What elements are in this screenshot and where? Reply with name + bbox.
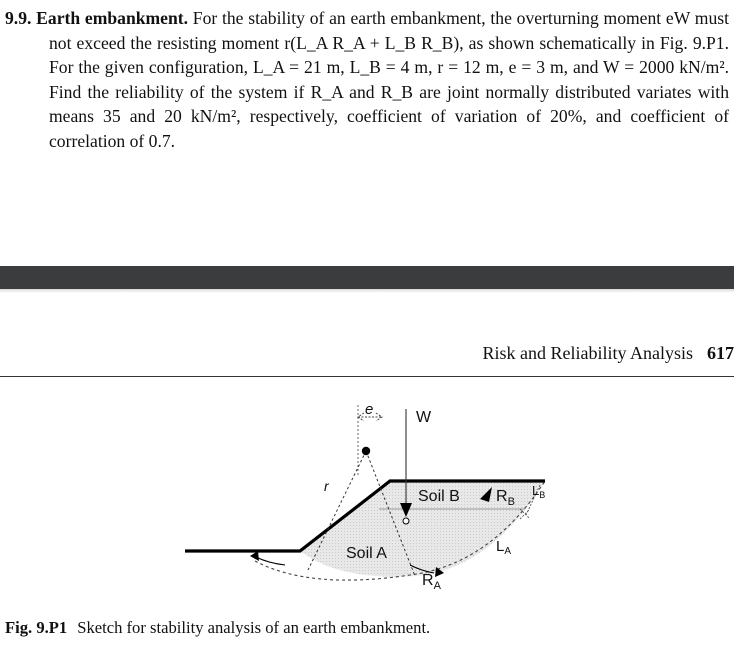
embankment-sketch [160,395,600,595]
page-number: 617 [707,343,734,363]
figure-caption-text: Sketch for stability analysis of an earth embankment. [77,618,431,637]
problem-title: Earth embankment. [36,8,189,28]
L_B-symbol: L [532,483,540,498]
weight-point [403,518,409,524]
R_A-subscript: A [433,580,441,592]
problem-text: For the stability of an earth embankment, the overturning moment eW must not exceed the resisting moment r(L_A R_A + L_B R_B), as shown schematically in Fig. 9.P1. For the given configuration, L_A = 21 m, L_B = 4 m, r = 12 m, e = 3 m, and W = 2000 kN/m². Find the reliability of the system if R_A and R_B are joint normally distributed variates with means 35 and 20 kN/m², respectively, coefficient of variation of 20%, and coefficient of correlation of 0.7. [49,8,729,151]
R_B-symbol: R [496,488,508,505]
R_A-symbol: R [422,572,434,589]
R_B-subscript: B [507,496,515,508]
embankment-figure [160,395,600,595]
L_A-subscript: A [504,546,512,557]
e-label: e [365,401,374,418]
problem-number: 9.9. [5,8,32,28]
L_A-label [496,538,511,557]
figure-caption-label: Fig. 9.P1 [5,618,68,637]
page-break-band [0,266,734,289]
L_A-symbol: L [496,538,505,555]
L_B-label [532,483,545,500]
soil-a-label: Soil A [346,545,387,562]
running-head-title: Risk and Reliability Analysis [482,343,693,363]
rotation-center [362,447,370,455]
header-rule [0,376,734,377]
L_B-subscript: B [539,490,546,500]
figure-caption [5,618,430,638]
page-break-shadow [0,289,734,293]
soil-b-label: Soil B [418,488,460,505]
r-label: r [324,478,329,494]
problem-statement [5,6,729,154]
running-head [483,343,734,364]
W-label: W [416,409,432,426]
